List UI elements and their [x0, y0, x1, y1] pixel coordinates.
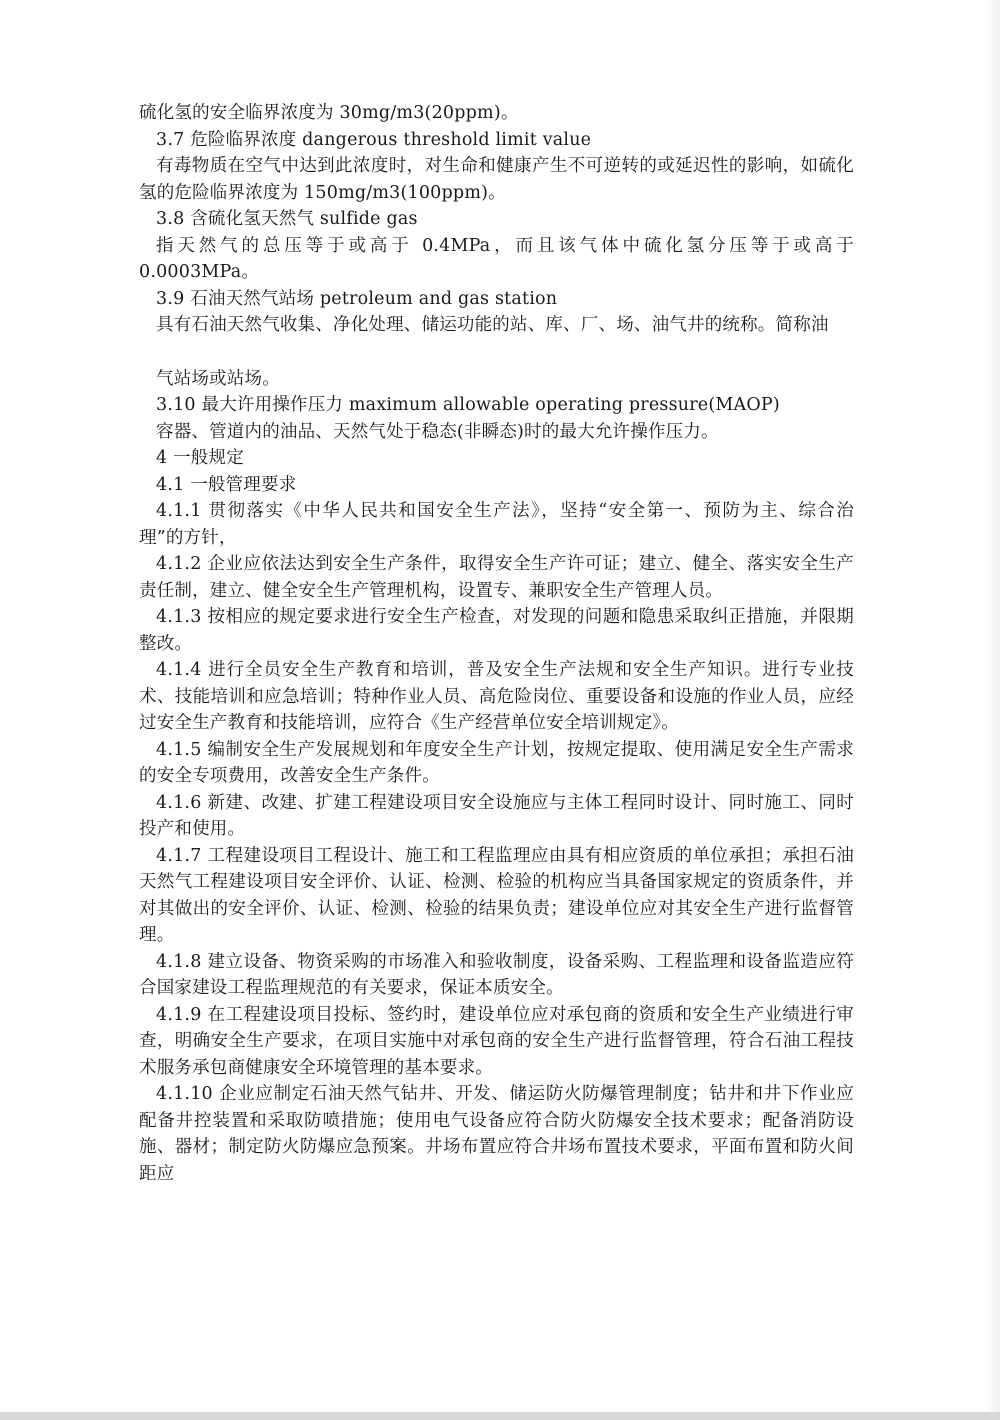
document-body — [139, 100, 854, 1187]
clause-4-1-8: 4.1.8 建立设备、物资采购的市场准入和验收制度，设备采购、工程监理和设备监造应符合国家建设工程监理规范的有关要求，保证本质安全。 — [139, 951, 854, 998]
clause-4-1-1: 4.1.1 贯彻落实《中华人民共和国安全生产法》，坚持“安全第一、预防为主、综合治理”的方针， — [139, 501, 854, 548]
clause-4-1-7: 4.1.7 工程建设项目工程设计、施工和工程监理应由具有相应资质的单位承担；承担石油天然气工程建设项目安全评价、认证、检测、检验的机构应当具备国家规定的资质条件，并对其做出的安全评价、认证、检测、检验的结果负责；建设单位应对其安全生产进行监督管理。 — [139, 845, 854, 945]
blank-line — [139, 339, 854, 366]
section-3-7-heading: 3.7 危险临界浓度 dangerous threshold limit value — [156, 129, 592, 150]
clause-4-1-10: 4.1.10 企业应制定石油天然气钻井、开发、储运防火防爆管理制度；钻井和井下作业应配备井控装置和采取防喷措施；使用电气设备应符合防火防爆安全技术要求；配备消防设施、器材；制定防火防爆应急预案。井场布置应符合井场布置技术要求，平面布置和防火间距应 — [139, 1084, 854, 1184]
section-3-9-body: 具有石油天然气收集、净化处理、储运功能的站、库、厂、场、油气井的统称。简称油 — [156, 315, 829, 335]
section-3-9-heading: 3.9 石油天然气站场 petroleum and gas station — [156, 288, 558, 309]
clause-4-1-4: 4.1.4 进行全员安全生产教育和培训，普及安全生产法规和安全生产知识。进行专业技术、技能培训和应急培训；特种作业人员、高危险岗位、重要设备和设施的作业人员，应经过安全生产教育和技能培训，应符合《生产经营单位安全培训规定》。 — [139, 660, 854, 733]
clause-4-1-6: 4.1.6 新建、改建、扩建工程建设项目安全设施应与主体工程同时设计、同时施工、同时投产和使用。 — [139, 792, 854, 839]
section-4-heading: 4 一般规定 — [156, 448, 244, 468]
section-3-8-heading: 3.8 含硫化氢天然气 sulfide gas — [156, 209, 418, 229]
section-3-10-body: 容器、管道内的油品、天然气处于稳态(非瞬态)时的最大允许操作压力。 — [156, 421, 719, 442]
page-edge-shadow — [984, 0, 1000, 1420]
clause-4-1-2: 4.1.2 企业应依法达到安全生产条件，取得安全生产许可证；建立、健全、落实安全生产责任制，建立、健全安全生产管理机构，设置专、兼职安全生产管理人员。 — [139, 554, 854, 601]
section-3-8-body: 指天然气的总压等于或高于 0.4MPa，而且该气体中硫化氢分压等于或高于 0.0003MPa。 — [139, 235, 854, 282]
section-3-9-body-continued: 气站场或站场。 — [156, 368, 280, 389]
clause-4-1-3: 4.1.3 按相应的规定要求进行安全生产检查，对发现的问题和隐患采取纠正措施，并限期整改。 — [139, 607, 854, 654]
section-4-1-heading: 4.1 一般管理要求 — [156, 474, 297, 495]
section-3-10-heading: 3.10 最大许用操作压力 maximum allowable operating pressure(MAOP) — [156, 395, 780, 415]
page-bottom-edge — [0, 1412, 1000, 1420]
clause-4-1-9: 4.1.9 在工程建设项目投标、签约时，建设单位应对承包商的资质和安全生产业绩进行审查，明确安全生产要求，在项目实施中对承包商的安全生产进行监督管理，符合石油工程技术服务承包商健康安全环境管理的基本要求。 — [139, 1004, 854, 1078]
paragraph-h2s-safe-concentration: 硫化氢的安全临界浓度为 30mg/m3(20ppm)。 — [139, 103, 519, 123]
section-3-7-body: 有毒物质在空气中达到此浓度时，对生命和健康产生不可逆转的或延迟性的影响，如硫化氢的危险临界浓度为 150mg/m3(100ppm)。 — [139, 156, 854, 203]
clause-4-1-5: 4.1.5 编制安全生产发展规划和年度安全生产计划，按规定提取、使用满足安全生产需求的安全专项费用，改善安全生产条件。 — [139, 739, 854, 786]
